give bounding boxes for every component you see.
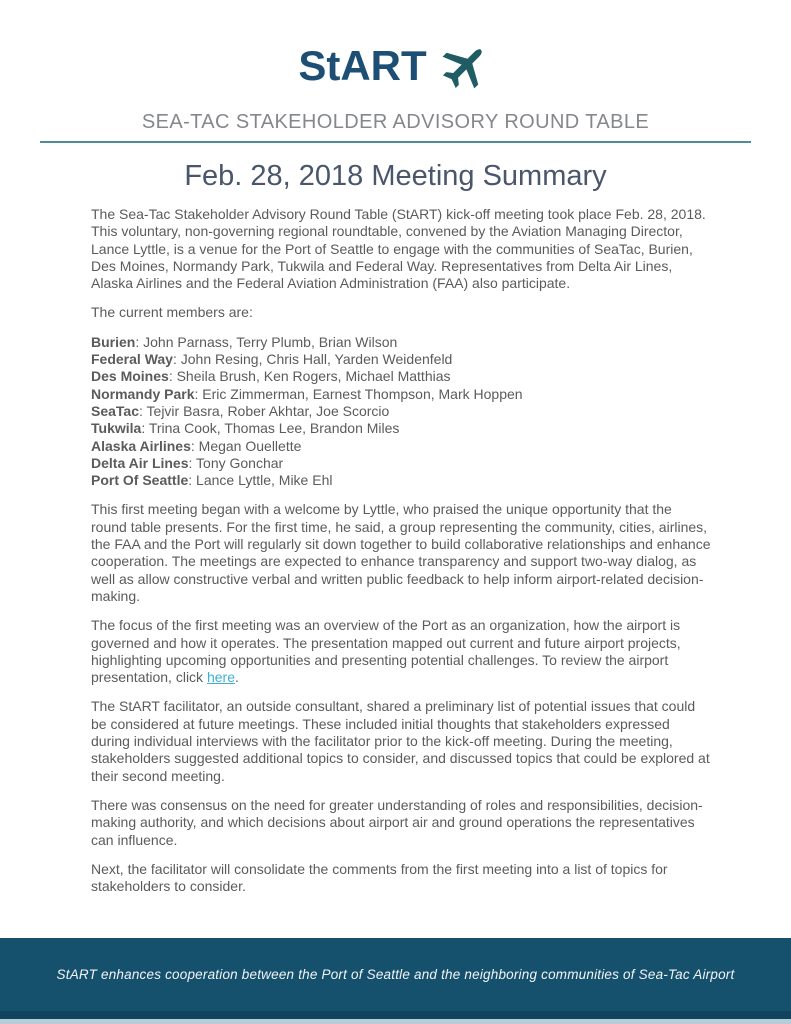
member-line <box>91 420 711 437</box>
member-group-label: Delta Air Lines <box>91 454 189 471</box>
members-intro: The current members are: <box>91 304 253 321</box>
label-separator: : <box>194 385 203 402</box>
member-group-label: Alaska Airlines <box>91 437 191 454</box>
member-group-label: Des Moines <box>91 368 169 385</box>
member-group-label: Port Of Seattle <box>91 472 189 489</box>
member-group-label: Tukwila <box>91 420 142 437</box>
focus-paragraph-text: The focus of the first meeting was an overview of the Port as an organization, how the airport is governed and how it operates. The presentation mapped out current and future airport projects, highlighting upcoming opportunities and presenting potential challenges. To review the airport presentation, click <box>91 617 681 686</box>
member-group-label: Federal Way <box>91 351 173 368</box>
member-group-label: SeaTac <box>91 402 139 419</box>
members-list <box>91 334 711 490</box>
member-group-label: Normandy Park <box>91 385 195 402</box>
label-separator: : <box>172 351 181 368</box>
facilitator-paragraph: The StART facilitator, an outside consultant, shared a preliminary list of potential issues that could be considered at future meetings. These included initial thoughts that stakeholders expressed during individual interviews with the facilitator prior to the kick-off meeting. During the meeting, stakeholders suggested additional topics to consider, and discussed topics that could be explored at their second meeting. <box>91 698 710 784</box>
logo-text: StART <box>298 42 427 89</box>
organization-subtitle: SEA-TAC STAKEHOLDER ADVISORY ROUND TABLE <box>141 111 650 133</box>
member-names: Trina Cook, Thomas Lee, Brandon Miles <box>148 420 400 437</box>
member-line <box>91 351 711 368</box>
member-line <box>91 438 711 455</box>
airplane-icon <box>424 28 503 107</box>
focus-paragraph <box>91 617 711 686</box>
intro-paragraph: The Sea-Tac Stakeholder Advisory Round Table (StART) kick-off meeting took place Feb. 28, 2018. This voluntary, non-governing regional roundtable, convened by the Aviation Managing Director, Lance Lyttle, is a venue for the Port of Seattle to engage with the communities of SeaTac, Burien, Des Moines, Normandy Park, Tukwila and Federal Way. Representatives from Delta Air Lines, Alaska Airlines and the Federal Aviation Administration (FAA) also participate. <box>91 206 706 292</box>
next-steps-paragraph: Next, the facilitator will consolidate the comments from the first meeting into a list of topics for stakeholders to consider. <box>91 860 668 895</box>
member-names: Lance Lyttle, Mike Ehl <box>196 472 333 489</box>
member-names: John Parnass, Terry Plumb, Brian Wilson <box>143 333 398 350</box>
label-separator: : <box>139 402 147 419</box>
member-line <box>91 334 711 351</box>
footer-tagline: StART enhances cooperation between the Port of Seattle and the neighboring communities of Sea-Tac Airport <box>56 967 735 982</box>
member-names: Tony Gonchar <box>196 454 284 471</box>
label-separator: : <box>188 454 197 471</box>
footer-strip-dark <box>0 1011 791 1019</box>
member-names: Sheila Brush, Ken Rogers, Michael Matthias <box>176 368 451 385</box>
member-line <box>91 386 711 403</box>
page-title: Feb. 28, 2018 Meeting Summary <box>184 160 607 192</box>
member-line <box>91 455 711 472</box>
consensus-paragraph: There was consensus on the need for greater understanding of roles and responsibilities, decision-making authority, and which decisions about airport air and ground operations the representatives can influence. <box>91 796 703 848</box>
member-names: Tejvir Basra, Rober Akhtar, Joe Scorcio <box>146 402 390 419</box>
document-body <box>91 206 711 907</box>
presentation-link[interactable]: here <box>206 669 235 686</box>
label-separator: : <box>188 472 197 489</box>
member-names: John Resing, Chris Hall, Yarden Weidenfeld <box>180 351 453 368</box>
member-names: Eric Zimmerman, Earnest Thompson, Mark Hoppen <box>202 385 523 402</box>
logo <box>0 38 791 94</box>
member-line <box>91 368 711 385</box>
member-names: Megan Ouellette <box>198 437 302 454</box>
label-separator: : <box>141 420 149 437</box>
label-separator: : <box>168 368 177 385</box>
footer-banner <box>0 938 791 1011</box>
welcome-paragraph: This first meeting began with a welcome by Lyttle, who praised the unique opportunity that the round table presents. For the first time, he said, a group representing the community, cities, airlines, the FAA and the Port will regularly sit down together to build collaborative relationships and enhance cooperation. The meetings are expected to enhance transparency and support two-way dialog, as well as allow constructive verbal and written public feedback to help inform airport-related decision-making. <box>91 501 711 604</box>
member-line <box>91 403 711 420</box>
header-divider <box>40 141 751 143</box>
footer-strip-light <box>0 1019 791 1024</box>
focus-paragraph-period: . <box>234 669 239 686</box>
label-separator: : <box>135 333 144 350</box>
member-group-label: Burien <box>91 333 136 350</box>
label-separator: : <box>190 437 199 454</box>
member-line <box>91 472 711 489</box>
